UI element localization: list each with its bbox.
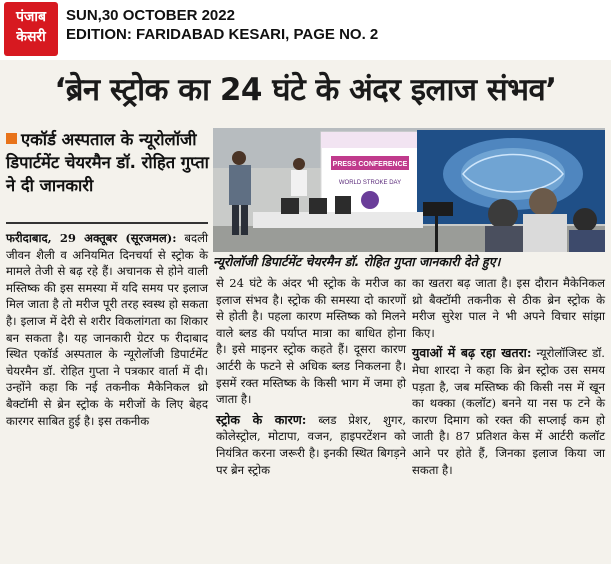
column-1-text: बदली जीवन शैली व अनियमित दिनचर्या से स्ट्रोक के मामले तेजी से बढ़ रहे हैं। अचानक से होने वाली मस्तिष्क की इस समस्या में यदि समय पर इलाज मिल जाता है तो मरीज पूरी तरह स्वस्थ हो सकता है। इलाज में देरी से शरीर विकलांगता का शिकार बन सकता है। यह जानकारी ग्रेटर फ रीदाबाद स्थित एकॉर्ड अस्पताल के न्यूरोलॉजी डिपार्टमेंट चेयरमैन डॉ. रोहित गुप्ता ने पत्रकार वार्ता में दी। उन्होंने कहा कि नई तकनीक मैकेनिकल थ्रो बैक्टॉमी से ब्रेन स्ट्रोक के मरीजों के लिए बेहद कारगर साबित हुई है। इस तकनीक: [6, 231, 208, 428]
body-column-2: [216, 275, 406, 478]
photo-banner-subtext: WORLD STROKE DAY: [338, 180, 402, 186]
orange-square-icon: [6, 133, 17, 144]
photo-caption: न्यूरोलॉजी डिपार्टमेंट चेयरमैन डॉ. रोहित गुप्ता जानकारी देते हुए।: [213, 254, 501, 269]
punjab-kesari-logo: [4, 2, 58, 56]
body-column-3: [412, 275, 605, 478]
edition-info: EDITION: FARIDABAD KESARI, PAGE NO. 2: [66, 26, 379, 43]
logo-line-1: पंजाब: [16, 9, 46, 25]
press-conference-photo: [213, 128, 605, 252]
publication-date: SUN,30 OCTOBER 2022: [66, 7, 235, 24]
column-3-text-b: न्यूरोलॉजिस्ट डॉ. मेघा शारदा ने कहा कि ब्रेन स्ट्रोक उस समय पड़ता है, जब मस्तिष्क की किसी नस में खून का थक्का (कलॉट) बनने या नस फ टने के कारण दिमाग को रक्त की सप्लाई कम हो जाती है। 87 प्रतिशत केस में आर्टरी कलॉट आने पर होते हैं, जिनका इलाज किया जा सकता है।: [412, 346, 605, 477]
article-photo: [213, 128, 605, 252]
article-headline: ‘ब्रेन स्ट्रोक का 24 घंटे के अंदर इलाज संभव’: [54, 72, 557, 108]
subhead-divider: [6, 222, 208, 224]
column-3-paragraph-a: का खतरा बढ़ जाता है। इस दौरान मैकेनिकल थ्रो बैक्टॉमी तकनीक से ठीक ब्रेन स्ट्रोक के मरीज सुरेश पाल ने भी अपने विचार सांझा किए।: [412, 276, 605, 340]
column-2-paragraph-a: से 24 घंटे के अंदर भी स्ट्रोक के मरीज का इलाज संभव है। स्ट्रोक की समस्या दो कारणों से होती है। पहला कारण मस्तिष्क को मिलने वाले ब्लड की पर्याप्त मात्रा का बाधित होना है। इसे माइनर स्ट्रोक कहते हैं। दूसरा कारण आर्टरी के फटने से अधिक ब्लड निकलना है। इसमें रक्त मस्तिष्क के किसी भाग में जमा हो जाता है।: [216, 276, 406, 407]
dateline: फरीदाबाद, 29 अक्तूबर (सूरजमल):: [6, 231, 177, 245]
column-2-text-b: ब्लड प्रेशर, शुगर, कोलेस्ट्रोल, मोटापा, वजन, हाइपरटेंशन को नियंत्रित करना जरूरी है। इनकी स्थित बिगड़ने पर ब्रेन स्ट्रोक: [216, 412, 407, 477]
body-column-1: [6, 230, 208, 429]
logo-line-2: केसरी: [16, 29, 46, 45]
column-3-subtitle: युवाओं में बढ़ रहा खतरा:: [412, 345, 532, 361]
column-2-paragraph-b: [216, 412, 406, 478]
column-2-subtitle: स्ट्रोक के कारण:: [216, 411, 307, 427]
column-1-paragraph: [6, 230, 208, 429]
edition-meta: [66, 6, 378, 44]
article-subhead: [6, 128, 211, 197]
subhead-text: एकॉर्ड अस्पताल के न्यूरोलॉजी डिपार्टमेंट चेयरमैन डॉ. रोहित गुप्ता ने दी जानकारी: [6, 130, 209, 195]
column-3-paragraph-b: [412, 345, 605, 478]
page-header: [0, 0, 611, 58]
photo-banner-text: PRESS CONFERENCE: [332, 161, 408, 168]
